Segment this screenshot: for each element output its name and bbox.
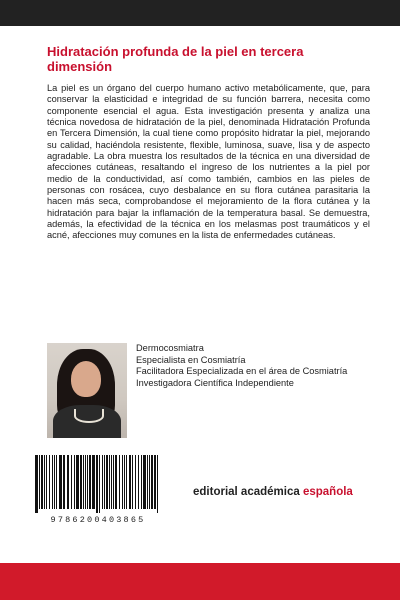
barcode-bar xyxy=(63,455,65,509)
barcode-bar xyxy=(35,455,38,513)
barcode-bar xyxy=(149,455,150,509)
barcode-bar xyxy=(41,455,43,509)
author-bio-line: Investigadora Científica Independiente xyxy=(136,377,294,388)
barcode-bar xyxy=(109,455,110,509)
barcode-bar xyxy=(104,455,105,509)
barcode-bar xyxy=(49,455,50,509)
barcode-bar xyxy=(132,455,133,509)
barcode-bar xyxy=(39,455,40,509)
barcode-bar xyxy=(143,455,146,509)
barcode-bar xyxy=(111,455,112,509)
barcode-bar xyxy=(44,455,45,509)
barcode-bar xyxy=(99,455,100,513)
publisher-name xyxy=(193,486,353,498)
barcode-bar xyxy=(80,455,82,509)
author-bio-line: Especialista en Cosmiatría xyxy=(136,354,246,365)
barcode-bar xyxy=(102,455,103,509)
book-title: Hidratación profunda de la piel en tercera dimensión xyxy=(47,44,304,74)
top-band xyxy=(0,0,400,26)
barcode-bar xyxy=(96,455,98,513)
author-bio-line: Facilitadora Especializada en el área de Cosmiatría xyxy=(136,366,348,376)
barcode-bar xyxy=(135,455,136,509)
barcode-bar xyxy=(122,455,123,509)
barcode-bar xyxy=(113,455,114,509)
barcode-bar xyxy=(126,455,127,509)
barcode-bar xyxy=(54,455,55,509)
author-bio xyxy=(136,343,376,389)
barcode-bar xyxy=(67,455,69,509)
barcode-bar xyxy=(74,455,75,509)
barcode-bar xyxy=(151,455,153,509)
barcode-bar xyxy=(124,455,125,509)
barcode-bar xyxy=(89,455,91,509)
bottom-band xyxy=(0,563,400,600)
barcode-bar xyxy=(157,455,158,513)
barcode-bar xyxy=(141,455,142,509)
barcode-bar xyxy=(115,455,117,509)
barcode-bar xyxy=(85,455,86,509)
isbn-digits: 9786200403865 xyxy=(50,515,146,525)
barcode-bar xyxy=(87,455,88,509)
barcode-bar xyxy=(106,455,108,509)
author-photo xyxy=(47,343,127,438)
book-abstract: La piel es un órgano del cuerpo humano activo metabólicamente, que, para conservar la elasticidad e integridad de su función barrera, necesita como componente esencial el agua. Esta investigación presenta y analiza una técnica novedosa de hidratación de la piel, denominada Hidratación Profunda en Tercera Dimensión, la cual tiene como propósito hidratar la piel, mejorando su calidad, haciéndola resistente, flexible, luminosa, suave, lisa y de aspecto agradable. La obra muestra los resultados de la técnica en una diversidad de afecciones cutáneas, resaltando el ingreso de los nutrientes a la piel por medio de la conductividad, así como también, cambios en las pieles de personas con rosácea, cuyo desbalance en su flora cutánea parasitaria la hacen más seca, comprobandose el mejoramiento de la flora cutánea y la hidratación para bajar la inflamación de la temperatura basal. Se demuestra, además, la efectividad de la técnica en los melasmas post traumáticos y el acné, afecciones muy comunes en la lista de enfermedades cutáneas. xyxy=(47,83,370,241)
barcode-bar xyxy=(92,455,95,509)
barcode-bars xyxy=(33,455,163,513)
barcode-bar xyxy=(83,455,84,509)
barcode-bar xyxy=(147,455,148,509)
barcode-bar xyxy=(52,455,53,509)
publisher-accent: española xyxy=(302,486,353,498)
barcode-bar xyxy=(56,455,57,509)
barcode-bar xyxy=(138,455,139,509)
publisher-main: editorial académica xyxy=(193,486,303,498)
barcode-bar xyxy=(119,455,120,509)
barcode-bar xyxy=(59,455,62,509)
isbn-barcode xyxy=(33,455,163,527)
author-bio-line: Dermocosmiatra xyxy=(136,343,204,353)
barcode-bar xyxy=(76,455,79,509)
barcode-bar xyxy=(154,455,156,509)
barcode-bar xyxy=(46,455,47,509)
barcode-bar xyxy=(71,455,72,509)
barcode-bar xyxy=(129,455,131,509)
